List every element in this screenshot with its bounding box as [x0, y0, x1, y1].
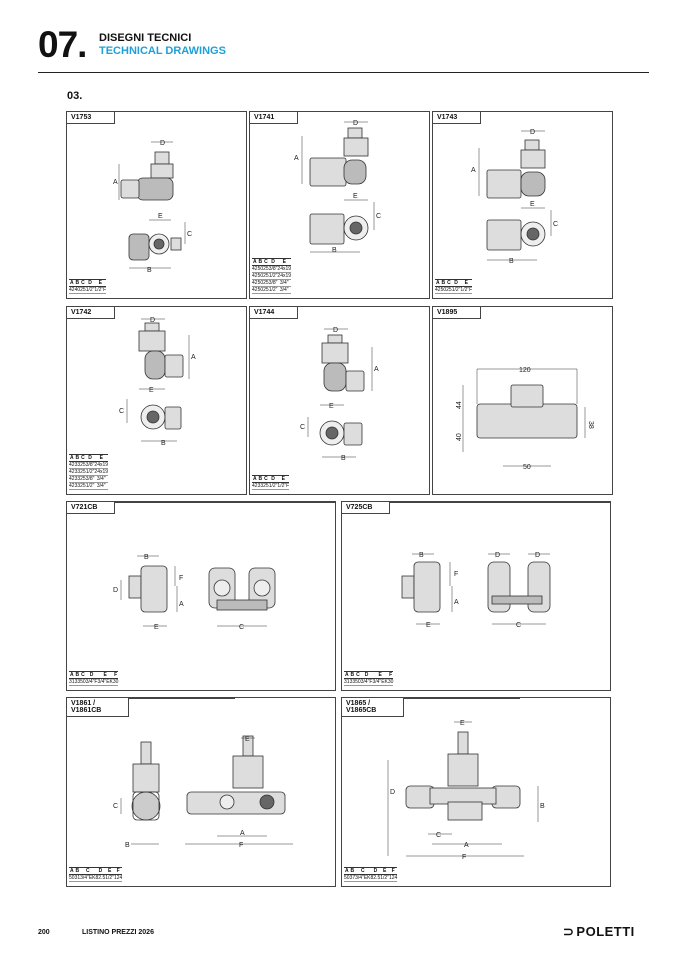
column-header: C: [81, 455, 85, 461]
column-header: A: [435, 280, 440, 286]
dim-label: D: [113, 587, 119, 594]
product-code: V1742: [67, 307, 115, 319]
dim-label: A: [113, 179, 118, 186]
table-cell: 3/8": [268, 280, 278, 286]
column-header: A: [344, 672, 349, 678]
column-header: E: [380, 868, 389, 875]
table-row: [252, 280, 291, 287]
table-cell: 33: [349, 679, 356, 685]
dimension-table: [252, 475, 289, 490]
subsection-number: 03.: [67, 90, 83, 102]
column-header: B: [75, 455, 80, 461]
dim-label: D: [150, 317, 156, 324]
dim-label: C: [436, 832, 442, 839]
column-header: E: [94, 455, 108, 462]
product-code: V721CB: [67, 502, 115, 514]
product-code: V1744: [250, 307, 298, 319]
dim-label: 40: [456, 433, 463, 441]
table-cell: 3/4"F: [360, 679, 373, 685]
table-cell: 25: [80, 483, 86, 489]
dim-label: C: [376, 213, 382, 220]
dim-label: E: [530, 201, 535, 208]
technical-drawing: [433, 112, 614, 272]
table-cell: 50: [257, 266, 264, 272]
table-cell: 1/2": [85, 469, 95, 475]
table-row: [344, 875, 397, 882]
logo-icon: ⊃: [563, 924, 575, 939]
table-cell: 1/2": [380, 875, 389, 881]
table-row: [435, 287, 472, 294]
table-cell: 50: [355, 679, 361, 685]
table-cell: 3/4"EK: [80, 875, 96, 881]
dim-label: D: [530, 129, 536, 136]
table-cell: 3/4": [277, 287, 291, 294]
column-header: B: [75, 672, 80, 678]
dimension-table: [69, 867, 122, 882]
table-cell: 1/2": [85, 483, 95, 489]
table-cell: 33: [74, 476, 81, 482]
table-cell: 24x19: [277, 273, 292, 279]
column-header: E: [277, 259, 291, 266]
table-header-row: [344, 672, 393, 679]
dim-label: A: [471, 167, 476, 174]
column-header: C: [81, 280, 85, 286]
table-cell: 50: [440, 287, 447, 293]
dim-label: B: [161, 440, 166, 447]
table-cell: 42: [252, 280, 258, 286]
dim-label: D: [353, 120, 359, 127]
table-cell: 1/2": [268, 287, 278, 293]
product-code: V1861 / V1861CB: [67, 698, 129, 717]
table-cell: 3/8": [85, 462, 95, 468]
table-cell: 25: [263, 287, 269, 293]
table-cell: 25: [446, 287, 452, 293]
dimension-table: [252, 258, 291, 294]
table-cell: 3/4": [94, 483, 108, 490]
dim-label: C: [113, 803, 119, 810]
dim-label: F: [239, 842, 244, 849]
panel-v1743: [432, 111, 613, 299]
column-header: D: [86, 280, 95, 287]
column-header: E: [94, 280, 106, 287]
dimension-table: [69, 454, 108, 490]
dim-label: B: [509, 258, 514, 265]
table-cell: 3/4": [277, 280, 291, 287]
dim-label: B: [332, 247, 337, 254]
table-row: [69, 679, 118, 686]
table-cell: 3/4"EK: [372, 679, 388, 685]
column-header: A: [69, 672, 74, 678]
column-header: D: [269, 476, 278, 483]
panel-v1895: [432, 306, 613, 495]
dim-label: E: [158, 213, 163, 220]
column-header: A: [69, 280, 74, 286]
dim-label: 38: [587, 421, 594, 429]
table-cell: 1/2"F: [460, 287, 473, 293]
dim-label: 50: [523, 464, 531, 471]
dim-label: E: [426, 622, 431, 629]
brand-logo: [563, 924, 635, 940]
column-header: B: [258, 259, 263, 265]
table-cell: 25: [80, 287, 86, 293]
dimension-table: [69, 671, 118, 686]
column-header: A: [69, 455, 74, 461]
column-header: C: [81, 672, 85, 678]
column-header: D: [86, 455, 95, 462]
table-cell: 42: [252, 273, 258, 279]
column-header: B: [441, 280, 446, 286]
table-cell: 25: [80, 462, 86, 468]
technical-drawing: [342, 502, 612, 652]
product-code: V1741: [250, 112, 298, 124]
table-cell: 42: [69, 462, 75, 468]
technical-drawing: [67, 502, 337, 652]
brand-name: POLETTI: [576, 924, 635, 939]
dim-label: D: [495, 552, 501, 559]
table-cell: 50: [69, 875, 75, 881]
dim-label: F: [454, 571, 459, 578]
panel-v1741: [249, 111, 430, 299]
table-cell: 24x19: [94, 462, 109, 468]
table-header-row: [69, 868, 122, 875]
column-header: F: [389, 868, 397, 875]
column-header: B: [75, 280, 80, 286]
table-header-row: [435, 280, 472, 287]
dim-label: B: [419, 552, 424, 559]
section-title-en: TECHNICAL DRAWINGS: [99, 45, 226, 57]
column-header: A: [252, 259, 257, 265]
dim-label: E: [353, 193, 358, 200]
table-cell: 31: [344, 679, 350, 685]
column-header: E: [460, 280, 472, 287]
dim-label: A: [454, 599, 459, 606]
table-cell: 124: [389, 875, 398, 881]
product-code: V1753: [67, 112, 115, 124]
dimension-table: [435, 279, 472, 294]
table-cell: 1/2"F: [94, 287, 107, 293]
column-header: C: [80, 868, 95, 875]
table-header-row: [69, 455, 108, 462]
table-cell: 50: [257, 273, 264, 279]
table-cell: 42: [252, 266, 258, 272]
dimension-table: [344, 867, 397, 882]
table-cell: 42: [252, 287, 258, 293]
column-header: A: [344, 868, 349, 874]
table-cell: 40: [74, 287, 81, 293]
product-code: V725CB: [342, 502, 390, 514]
technical-drawing: [250, 307, 431, 467]
technical-drawing: [342, 698, 612, 868]
table-cell: 42: [252, 483, 258, 489]
dim-label: A: [179, 601, 184, 608]
table-cell: 50: [257, 280, 264, 286]
table-cell: 25: [263, 483, 269, 489]
table-row: [69, 476, 108, 483]
dim-label: 44: [456, 401, 463, 409]
column-header: C: [264, 476, 268, 482]
dim-label: D: [535, 552, 541, 559]
column-header: E: [372, 672, 387, 679]
table-cell: 50: [257, 287, 264, 293]
panel-v721cb: [66, 501, 336, 691]
table-row: [252, 266, 291, 273]
dim-label: A: [374, 366, 379, 373]
dim-label: C: [516, 622, 522, 629]
table-cell: 3/4"F: [85, 679, 98, 685]
column-header: F: [114, 672, 118, 678]
table-cell: 31: [69, 679, 75, 685]
dim-label: C: [553, 221, 559, 228]
column-header: C: [355, 868, 370, 875]
footer-title: LISTINO PREZZI 2026: [82, 929, 154, 936]
table-cell: 1/2": [105, 875, 114, 881]
panel-v1865: [341, 697, 611, 887]
dim-label: C: [119, 408, 125, 415]
table-row: [344, 679, 393, 686]
table-cell: 1/2": [451, 287, 461, 293]
column-header: B: [258, 476, 263, 482]
table-cell: 33: [257, 483, 264, 489]
table-cell: 1/2"F: [277, 483, 290, 489]
dim-label: F: [462, 854, 467, 861]
table-cell: 124: [114, 875, 123, 881]
dim-label: F: [179, 575, 184, 582]
column-header: D: [371, 868, 381, 875]
dim-label: B: [540, 803, 545, 810]
column-header: D: [269, 259, 278, 266]
dim-label: D: [333, 327, 339, 334]
column-header: D: [452, 280, 461, 287]
table-cell: 1/2": [268, 273, 278, 279]
panel-v725cb: [341, 501, 611, 691]
table-cell: 3/4"EK: [97, 679, 113, 685]
dim-label: E: [154, 624, 159, 631]
column-header: C: [264, 259, 268, 265]
column-header: A: [252, 476, 257, 482]
table-header-row: [252, 476, 289, 483]
dim-label: A: [240, 830, 245, 837]
technical-drawing: [67, 307, 248, 457]
table-cell: 3/4"EK: [355, 875, 371, 881]
table-row: [252, 273, 291, 280]
column-header: E: [97, 672, 112, 679]
table-cell: 42: [69, 287, 75, 293]
dim-label: D: [160, 140, 166, 147]
table-cell: 82.5: [370, 875, 381, 881]
table-cell: 1/2": [85, 287, 95, 293]
table-row: [69, 469, 108, 476]
dim-label: E: [149, 387, 154, 394]
table-header-row: [69, 280, 106, 287]
table-cell: 3/8": [85, 476, 95, 482]
table-cell: 50: [80, 679, 86, 685]
dimension-table: [344, 671, 393, 686]
column-header: B: [350, 672, 355, 678]
table-cell: 25: [263, 273, 269, 279]
table-cell: 24x19: [94, 469, 109, 475]
table-cell: 30: [112, 679, 119, 685]
product-code: V1895: [433, 307, 481, 319]
table-cell: 42: [69, 483, 75, 489]
page-number: 200: [38, 929, 50, 936]
dim-label: A: [464, 842, 469, 849]
column-header: E: [277, 476, 289, 483]
dim-label: C: [187, 231, 193, 238]
table-cell: 24x19: [277, 266, 292, 272]
table-row: [252, 287, 291, 294]
column-header: C: [447, 280, 451, 286]
dim-label: E: [245, 736, 250, 743]
table-cell: 25: [80, 476, 86, 482]
technical-drawing: [67, 112, 248, 272]
table-cell: 33: [74, 679, 81, 685]
header-divider: [38, 72, 649, 73]
technical-drawing: [67, 698, 337, 848]
table-cell: 50: [344, 875, 350, 881]
table-header-row: [252, 259, 291, 266]
dim-label: E: [329, 403, 334, 410]
column-header: D: [361, 672, 373, 679]
table-cell: 33: [74, 462, 81, 468]
table-cell: 42: [69, 469, 75, 475]
column-header: F: [389, 672, 393, 678]
dim-label: A: [191, 354, 196, 361]
panel-v1753: [66, 111, 247, 299]
column-header: B: [75, 868, 80, 874]
table-row: [69, 287, 106, 294]
table-cell: 42: [435, 287, 441, 293]
table-cell: 37: [349, 875, 356, 881]
product-code: V1743: [433, 112, 481, 124]
dim-label: C: [300, 424, 306, 431]
column-header: C: [356, 672, 360, 678]
dim-label: B: [147, 267, 152, 274]
column-header: A: [69, 868, 74, 874]
table-header-row: [344, 868, 397, 875]
table-cell: 3/8": [268, 266, 278, 272]
column-header: B: [350, 868, 355, 874]
technical-drawing: [250, 112, 431, 262]
table-row: [252, 483, 289, 490]
product-code: V1865 / V1865CB: [342, 698, 404, 717]
table-row: [69, 875, 122, 882]
table-cell: 33: [74, 483, 81, 489]
dim-label: 120: [519, 367, 531, 374]
panel-v1744: [249, 306, 430, 495]
dim-label: B: [144, 554, 149, 561]
table-row: [69, 462, 108, 469]
section-title-it: DISEGNI TECNICI: [99, 32, 192, 44]
section-number: 07.: [38, 24, 87, 65]
table-cell: 33: [74, 469, 81, 475]
table-row: [69, 483, 108, 490]
column-header: D: [96, 868, 106, 875]
dim-label: E: [460, 720, 465, 727]
panel-v1742: [66, 306, 247, 495]
table-cell: 82.5: [95, 875, 106, 881]
technical-drawing: [433, 307, 614, 496]
table-cell: 30: [387, 679, 394, 685]
table-cell: 25: [263, 280, 269, 286]
column-header: E: [105, 868, 114, 875]
dim-label: C: [239, 624, 245, 631]
table-cell: 31: [74, 875, 81, 881]
column-header: F: [114, 868, 122, 875]
table-cell: 25: [263, 266, 269, 272]
dim-label: B: [125, 842, 130, 849]
table-cell: 42: [69, 476, 75, 482]
table-cell: 25: [80, 469, 86, 475]
dimension-table: [69, 279, 106, 294]
table-cell: 3/4": [94, 476, 108, 483]
table-cell: 1/2": [268, 483, 278, 489]
dim-label: A: [294, 155, 299, 162]
column-header: D: [86, 672, 98, 679]
dim-label: B: [341, 455, 346, 462]
dim-label: D: [390, 789, 396, 796]
table-header-row: [69, 672, 118, 679]
panel-v1861: [66, 697, 336, 887]
